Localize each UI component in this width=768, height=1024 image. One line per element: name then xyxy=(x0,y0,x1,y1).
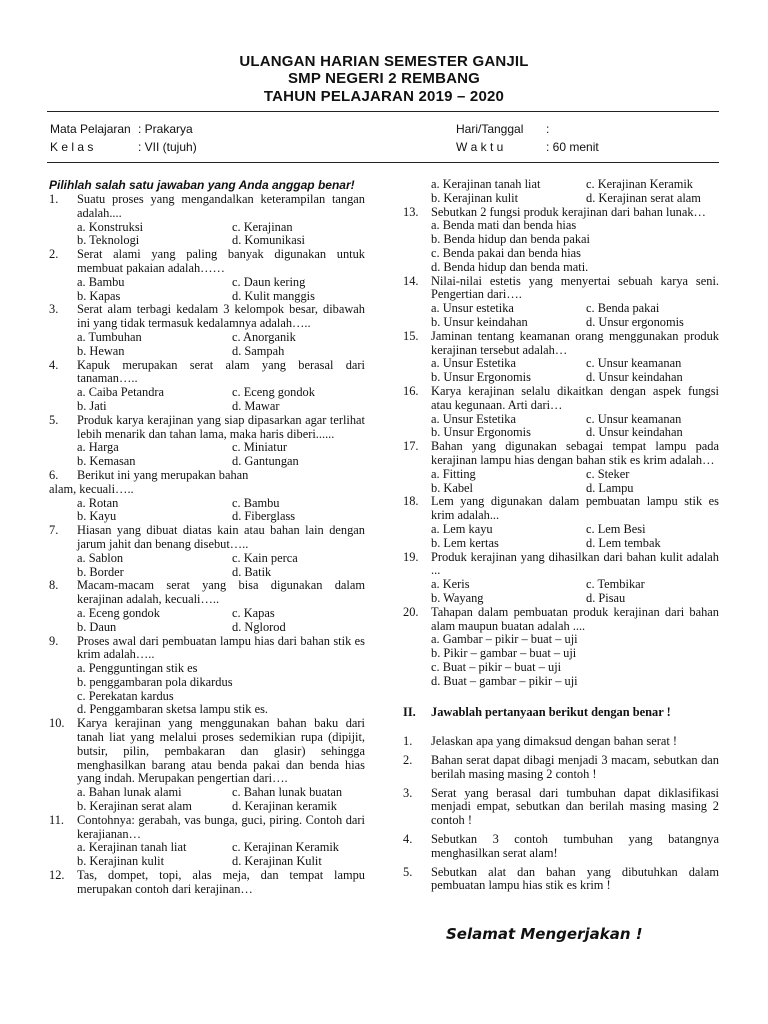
question-9: 9. Proses awal dari pembuatan lampu hias dari bahan stik es krim adalah….. a. Pengguntingan stik es b. penggambaran pola dikardus c. Perekatan kardus d. Penggambaran sketsa lampu stik es. xyxy=(49,633,365,717)
question-14: 14. Nilai-nilai estetis yang menyertai sebuah karya seni. Pengertian dari…. a. Unsur estetika c. Benda pakai b. Unsur keindahan d. Unsur ergonomis xyxy=(403,273,719,329)
question-20: 20. Tahapan dalam pembuatan produk kerajinan dari bahan alam maupun buatan adalah .... a. Gambar – pikir – buat – uji b. Pikir – gambar – buat – uji c. Buat – pikir – buat – uji d. Buat – gambar – pikir – uji xyxy=(403,604,719,688)
question-12: 12. Tas, dompet, topi, alas meja, dan tempat lampu merupakan contoh dari kerajinan… xyxy=(49,868,365,896)
question-13: 13. Sebutkan 2 fungsi produk kerajinan dari bahan lunak… a. Benda mati dan benda hias b. Benda hidup dan benda pakai c. Benda pakai dan benda hias d. Benda hidup dan benda mati. xyxy=(403,204,706,274)
question-3: 3. Serat alam terbagi kedalam 3 kelompok besar, dibawah ini yang tidak termasuk kedalamnya adalah….. a. Tumbuhan c. Anorganik b. Hewan d. Sampah xyxy=(49,302,365,358)
question-18: 18. Lem yang digunakan dalam pembuatan lampu stik es krim adalah... a. Lem kayu c. Lem Besi b. Lem kertas d. Lem tembak xyxy=(403,494,719,550)
essay-question: 1. Jelaskan apa yang dimaksud dengan bahan serat ! xyxy=(403,734,678,749)
question-15: 15. Jaminan tentang keamanan orang menggunakan produk kerajinan tersebut adalah… a. Unsur Estetika c. Unsur keamanan b. Unsur Ergonomis d. Unsur keindahan xyxy=(403,328,719,385)
left-column xyxy=(49,178,365,897)
class-value: : VII (tujuh) xyxy=(138,140,197,154)
header-rule xyxy=(47,111,719,112)
closing-message: Selamat Mengerjakan ! xyxy=(446,925,643,943)
section-2-heading: II. Jawablah pertanyaan berikut dengan benar ! xyxy=(403,705,671,720)
question-17: 17. Bahan yang digunakan sebagai tempat lampu pada kerajinan lampu hias dengan bahan stik es krim adalah… a. Fitting c. Steker b. Kabel d. Lampu xyxy=(403,439,719,495)
question-1: 1. Suatu proses yang mengandalkan keterampilan tangan adalah.... a. Konstruksi c. Kerajinan b. Teknologi d. Komunikasi xyxy=(49,192,365,248)
essay-question: 3. Serat yang berasal dari tumbuhan dapat diklasifikasi menjadi empat, sebutkan dan berilah masing masing 2 contoh ! xyxy=(403,785,719,828)
school-name: SMP NEGERI 2 REMBANG xyxy=(287,70,481,87)
exam-title: ULANGAN HARIAN SEMESTER GANJIL xyxy=(239,53,529,70)
question-11: 11. Contohnya: gerabah, vas bunga, guci, piring. Contoh dari kerajianan… a. Kerajinan tanah liat c. Kerajinan Keramik b. Kerajinan kulit d. Kerajinan Kulit xyxy=(49,812,365,869)
question-5: 5. Produk karya kerajinan yang siap dipasarkan agar terlihat lebih menarik dan tahan lama, maka haris diberi...... a. Harga c. Miniatur b. Kemasan d. Gantungan xyxy=(49,412,365,469)
essay-question: 2. Bahan serat dapat dibagi menjadi 3 macam, sebutkan dan berilah masing masing 2 contoh ! xyxy=(403,753,719,781)
instruction: Pilihlah salah satu jawaban yang Anda anggap benar! xyxy=(49,178,355,192)
info-rule xyxy=(47,162,719,163)
question-12-options: a. Kerajinan tanah liat c. Kerajinan Keramik b. Kerajinan kulit d. Kerajinan serat alam xyxy=(431,177,701,205)
day-value: : xyxy=(546,122,550,136)
subject-value: : Prakarya xyxy=(138,122,193,136)
question-8: 8. Macam-macam serat yang bisa digunakan dalam kerajinan adalah, kecuali….. a. Eceng gondok c. Kapas b. Daun d. Nglorod xyxy=(49,578,365,634)
question-7: 7. Hiasan yang dibuat diatas kain atau bahan lain dengan jarum jahit dan benang disebut….. a. Sablon c. Kain perca b. Border d. Batik xyxy=(49,523,365,579)
class-label: K e l a s xyxy=(50,140,94,154)
right-column xyxy=(403,178,719,893)
essay-question: 5. Sebutkan alat dan bahan yang dibutuhkan dalam pembuatan lampu hias stik es krim ! xyxy=(403,864,719,893)
question-19: 19. Produk kerajinan yang dihasilkan dari bahan kulit adalah ... a. Keris c. Tembikar b. Wayang d. Pisau xyxy=(403,549,719,605)
question-10: 10. Karya kerajinan yang menggunakan bahan baku dari tanah liat yang melalui proses sedemikian rupa (dipijit, butsir, pilin, pembakaran dan glasir) sehingga menghasilkan barang atau benda pakai dan benda hias yang indah. Merupakan pengertian dari…. a. Bahan lunak alami c. Bahan lunak buatan b. Kerajinan serat alam d. Kerajinan keramik xyxy=(49,716,365,814)
question-16: 16. Karya kerajinan selalu dikaitkan dengan aspek fungsi atau kegunaan. Arti dari… a. Unsur Estetika c. Unsur keamanan b. Unsur Ergonomis d. Unsur keindahan xyxy=(403,383,719,440)
essay-question: 4. Sebutkan 3 contoh tumbuhan yang batangnya menghasilkan serat alam! xyxy=(403,832,719,860)
question-4: 4. Kapuk merupakan serat alam yang berasal dari tanaman….. a. Caiba Petandra c. Eceng gondok b. Jati d. Mawar xyxy=(49,357,365,413)
time-value: : 60 menit xyxy=(546,140,599,154)
question-2: 2. Serat alami yang paling banyak digunakan untuk membuat pakaian adalah…… a. Bambu c. Daun kering b. Kapas d. Kulit manggis xyxy=(49,247,365,303)
day-label: Hari/Tanggal xyxy=(456,122,524,136)
subject-label: Mata Pelajaran xyxy=(50,122,131,136)
question-6: 6. Berikut ini yang merupakan bahan alam, kecuali….. a. Rotan c. Bambu b. Kayu d. Fiberglass xyxy=(49,467,296,524)
academic-year: TAHUN PELAJARAN 2019 – 2020 xyxy=(263,88,505,105)
time-label: W a k t u xyxy=(456,140,504,154)
